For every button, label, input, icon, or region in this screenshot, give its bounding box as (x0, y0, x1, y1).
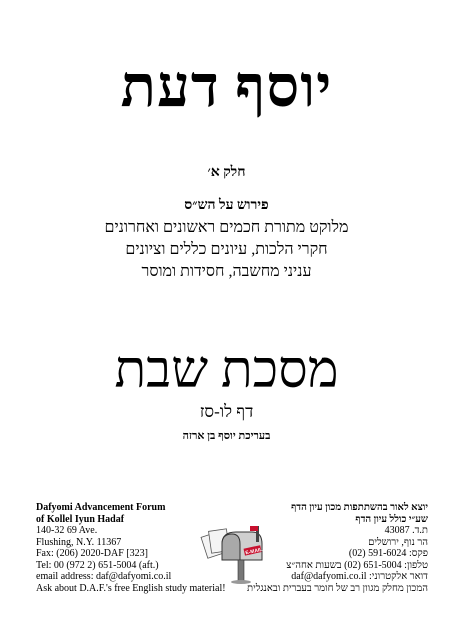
promo-line: המכון מחלק מגוון רב של חומר בעברית ובאנגלית (246, 582, 428, 594)
org-subname: שע״י כולל עיון הדף (355, 513, 428, 525)
mailbox-icon (200, 520, 270, 584)
email-line: email address: daf@dafyomi.co.il (36, 571, 172, 582)
promo-line: Ask about D.A.F.'s free English study material! (36, 582, 226, 594)
commentary-label: פירוש על הש״ס (184, 198, 269, 213)
address-line: הר נוף, ירושלים (368, 536, 428, 548)
org-subname: of Kollel Iyun Hadaf (36, 513, 125, 525)
description-line: חקרי הלכות, עיונים כללים וציונים (125, 241, 328, 258)
description-line: מלוקט מתורת חכמים ראשונים ואחרונים (104, 219, 349, 236)
mailbox-label: E-MAIL (244, 546, 264, 557)
address-line: Flushing, N.Y. 11367 (36, 536, 122, 548)
address-line: 140-32 69 Ave. (36, 525, 98, 536)
tel-line: טלפון: 651-5004 (02) בשעות אחה״צ (286, 559, 428, 571)
editor-credit: בעריכת יוסף בן ארזה (182, 430, 271, 442)
fax-line: Fax: (206) 2020-DAF [323] (36, 548, 148, 559)
address-line: ת.ד. 43087 (384, 525, 428, 536)
description-line: עניני מחשבה, חסידות ומוסר (141, 263, 312, 280)
page-title: יוסף דעת (120, 54, 333, 119)
tel-line: Tel: 00 (972 2) 651-5004 (aft.) (36, 559, 159, 571)
part-label: חלק א׳ (207, 165, 246, 180)
tractate-title: מסכת שבת (114, 342, 339, 399)
fax-line: פקס: 591-6024 (02) (348, 548, 428, 559)
page-range: דף לו-סז (199, 402, 254, 421)
email-line: דואר אלקטרוני: daf@dafyomi.co.il (291, 571, 428, 582)
org-name: יוצא לאור בהשתתפות מכון עיון הדף (291, 502, 428, 513)
org-name: Dafyomi Advancement Forum (36, 502, 166, 513)
